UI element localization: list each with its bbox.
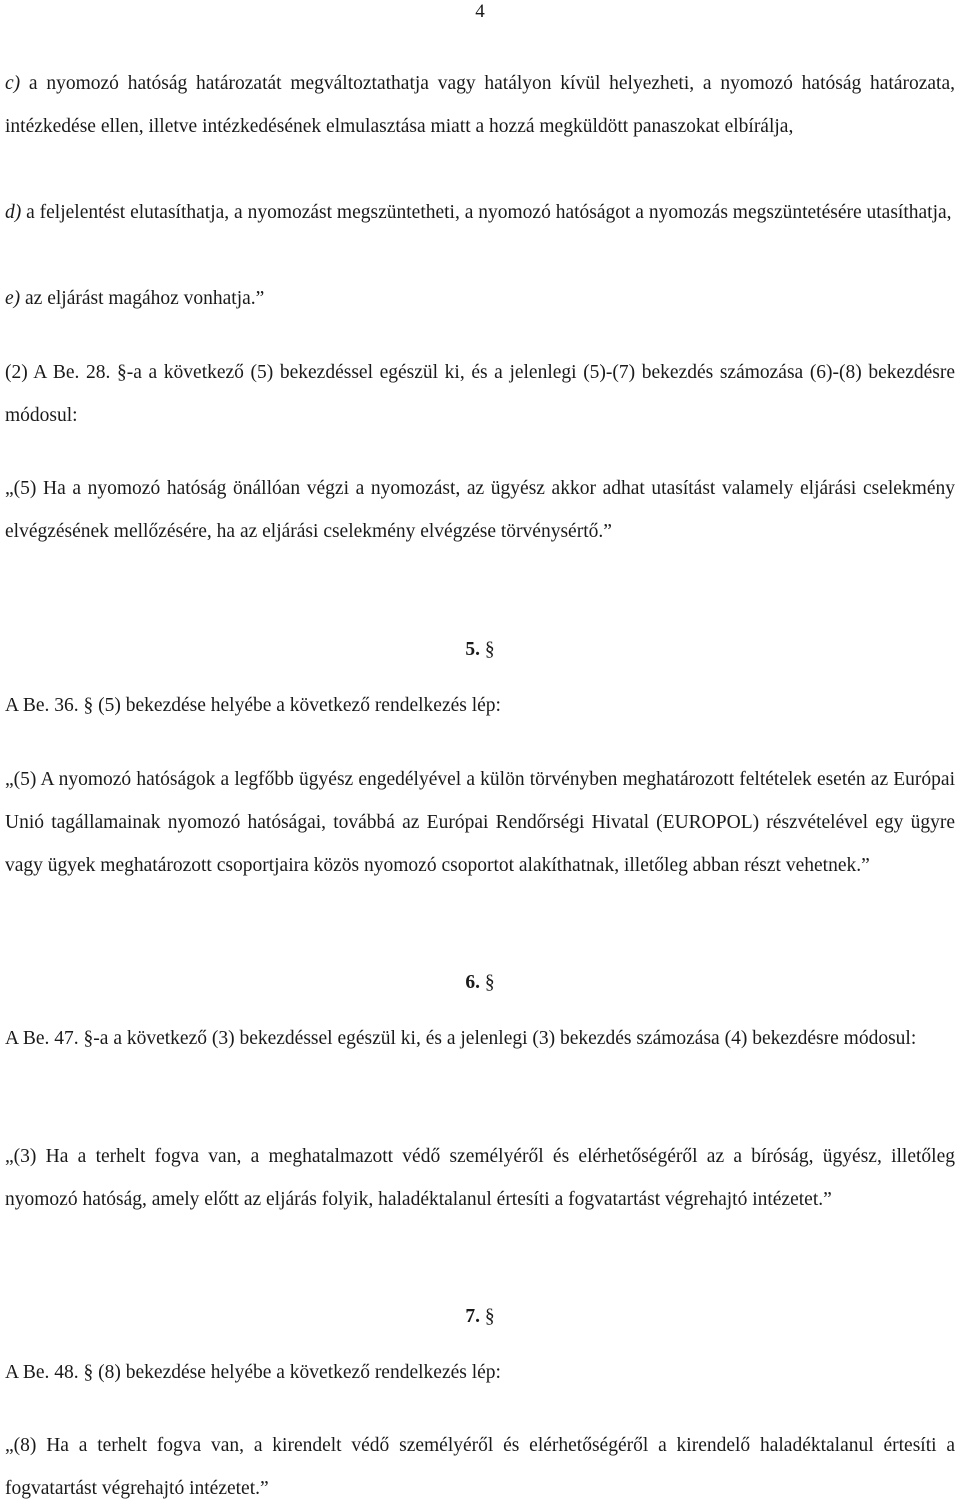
list-item-text: a feljelentést elutasíthatja, a nyomozást megszüntetheti, a nyomozó hatóságot a nyomozás megszüntetésére utasíthatja, — [21, 202, 952, 223]
list-item-c — [5, 62, 955, 148]
quote-section-7: „(8) Ha a terhelt fogva van, a kirendelt védő személyéről és elérhetőségéről a kirendelő haladéktalanul értesíti a fogvatartást végrehajtó intézetet.” — [5, 1435, 955, 1499]
section-number: 5. — [465, 639, 480, 660]
section-sign: § — [484, 1306, 495, 1327]
section-heading-6 — [0, 971, 960, 995]
section-sign: § — [484, 639, 495, 660]
list-item-letter: d) — [5, 202, 22, 223]
quote-section-4-5: „(5) Ha a nyomozó hatóság önállóan végzi a nyomozást, az ügyész akkor adhat utasítást valamely eljárási cselekmény elvégzésének mellőzésére, ha az eljárási cselekmény elvégzése törvénysértő.” — [5, 478, 955, 542]
section-number: 6. — [465, 972, 480, 993]
list-item-d — [5, 191, 955, 234]
quote-section-5: „(5) A nyomozó hatóságok a legfőbb ügyész engedélyével a külön törvényben meghatározott feltételek esetén az Európai Unió tagállamainak nyomozó hatóságai, továbbá az Európai Rendőrségi Hivatal (EUROPOL) részvételével egy ügyre vagy ügyek meghatározott csoportjaira közös nyomozó csoportot alakíthatnak, illetőleg abban részt vehetnek.” — [5, 769, 955, 876]
section-sign: § — [484, 972, 495, 993]
paragraph-2: (2) A Be. 28. §-a a következő (5) bekezdéssel egészül ki, és a jelenlegi (5)-(7) bekezdés számozása (6)-(8) bekezdésre módosul: — [5, 362, 955, 426]
section-7-intro: A Be. 48. § (8) bekezdése helyébe a következő rendelkezés lép: — [5, 1362, 501, 1383]
list-item-text: az eljárást magához vonhatja.” — [20, 288, 265, 309]
list-item-text: a nyomozó hatóság határozatát megváltoztathatja vagy hatályon kívül helyezheti, a nyomozó hatóság határozata, intézkedése ellen, illetve intézkedésének elmulasztása miatt a hozzá megküldött panaszokat elbírálja, — [5, 73, 955, 137]
list-item-letter: e) — [5, 288, 21, 309]
section-5-intro: A Be. 36. § (5) bekezdése helyébe a következő rendelkezés lép: — [5, 695, 501, 716]
section-heading-5 — [0, 638, 960, 662]
list-item-letter: c) — [5, 73, 21, 94]
page-number: 4 — [475, 1, 485, 22]
list-item-e — [5, 277, 955, 320]
section-number: 7. — [465, 1306, 480, 1327]
section-heading-7 — [0, 1305, 960, 1329]
quote-section-6: „(3) Ha a terhelt fogva van, a meghatalmazott védő személyéről és elérhetőségéről az a bíróság, ügyész, illetőleg nyomozó hatóság, amely előtt az eljárás folyik, haladéktalanul értesíti a fogvatartást végrehajtó intézetet.” — [5, 1146, 955, 1210]
section-6-intro: A Be. 47. §-a a következő (3) bekezdéssel egészül ki, és a jelenlegi (3) bekezdés számozása (4) bekezdésre módosul: — [5, 1028, 917, 1049]
